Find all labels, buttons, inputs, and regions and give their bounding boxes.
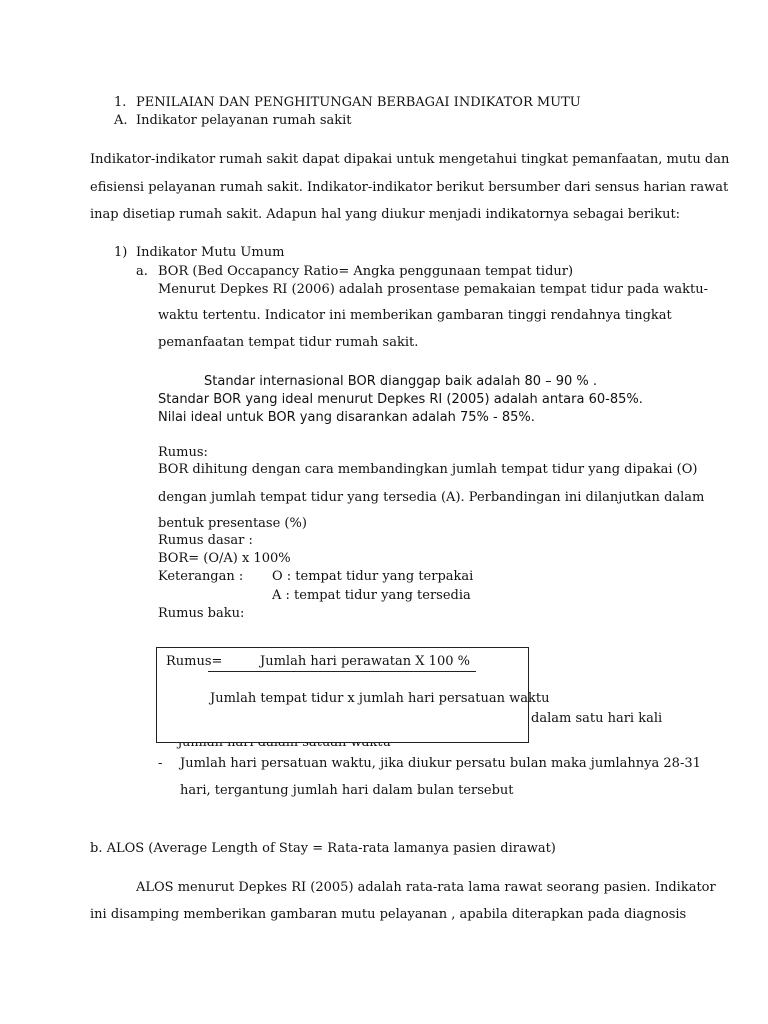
rumus-baku-label: Rumus baku: <box>158 606 245 621</box>
subheading-title: Indikator pelayanan rumah sakit <box>136 113 352 128</box>
alos-para-line-1: ALOS menurut Depkes RI (2005) adalah rata-rata lama rawat seorang pasien. Indikator <box>136 880 716 895</box>
bullet-marker: - <box>158 756 163 771</box>
rumus-dasar-label: Rumus dasar : <box>158 533 253 548</box>
fraction-bar <box>208 671 476 672</box>
keterangan-o: O : tempat tidur yang terpakai <box>272 569 474 584</box>
bor-standard-1: Standar internasional BOR dianggap baik adalah 80 – 90 % . <box>204 374 598 389</box>
formula-numerator: Jumlah hari perawatan X 100 % <box>260 654 470 669</box>
bor-desc-line-3: pemanfaatan tempat tidur rumah sakit. <box>158 335 419 350</box>
bor-desc-line-2: waktu tertentu. Indicator ini memberikan gambaran tinggi rendahnya tingkat <box>158 308 672 323</box>
keterangan-a: A : tempat tidur yang tersedia <box>272 588 471 603</box>
alos-para-line-2: ini disamping memberikan gambaran mutu pelayanan , apabila diterapkan pada diagnosis <box>90 907 687 922</box>
bullet-line-1: Jumlah hari persatuan waktu, jika diukur persatu bulan maka jumlahnya 28-31 <box>180 756 701 771</box>
heading-number: 1. <box>114 95 127 110</box>
intro-line-3: inap disetiap rumah sakit. Adapun hal yang diukur menjadi indikatornya sebagai berikut: <box>90 207 681 222</box>
bor-letter: a. <box>136 264 148 279</box>
section-title: Indikator Mutu Umum <box>136 245 285 260</box>
keterangan-label: Keterangan : <box>158 569 244 584</box>
overflow-right-text: dalam satu hari kali <box>531 711 663 726</box>
heading-title: PENILAIAN DAN PENGHITUNGAN BERBAGAI INDIKATOR MUTU <box>136 95 581 110</box>
intro-line-1: Indikator-indikator rumah sakit dapat dipakai untuk mengetahui tingkat pemanfaatan, mutu dan <box>90 152 730 167</box>
rumus-desc-line-1: BOR dihitung dengan cara membandingkan jumlah tempat tidur yang dipakai (O) <box>158 462 698 477</box>
bor-standard-3: Nilai ideal untuk BOR yang disarankan adalah 75% - 85%. <box>158 410 535 425</box>
bullet-line-2: hari, tergantung jumlah hari dalam bulan tersebut <box>180 783 514 798</box>
formula-denominator: Jumlah tempat tidur x jumlah hari persatuan waktu <box>210 691 550 706</box>
bor-desc-line-1: Menurut Depkes RI (2006) adalah prosentase pemakaian tempat tidur pada waktu- <box>158 282 708 297</box>
rumus-label: Rumus: <box>158 445 208 460</box>
intro-line-2: efisiensi pelayanan rumah sakit. Indikator-indikator berikut bersumber dari sensus harian rawat <box>90 180 729 195</box>
bor-standard-2: Standar BOR yang ideal menurut Depkes RI (2005) adalah antara 60-85%. <box>158 392 643 407</box>
rumus-desc-line-2: dengan jumlah tempat tidur yang tersedia (A). Perbandingan ini dilanjutkan dalam <box>158 490 705 505</box>
subheading-letter: A. <box>114 113 128 128</box>
section-number: 1) <box>114 245 128 260</box>
rumus-dasar-formula: BOR= (O/A) x 100% <box>158 551 291 566</box>
formula-label: Rumus= <box>166 654 223 669</box>
rumus-desc-line-3: bentuk presentase (%) <box>158 516 307 531</box>
bor-title: BOR (Bed Occapancy Ratio= Angka penggunaan tempat tidur) <box>158 264 574 279</box>
alos-title: b. ALOS (Average Length of Stay = Rata-rata lamanya pasien dirawat) <box>90 841 556 856</box>
